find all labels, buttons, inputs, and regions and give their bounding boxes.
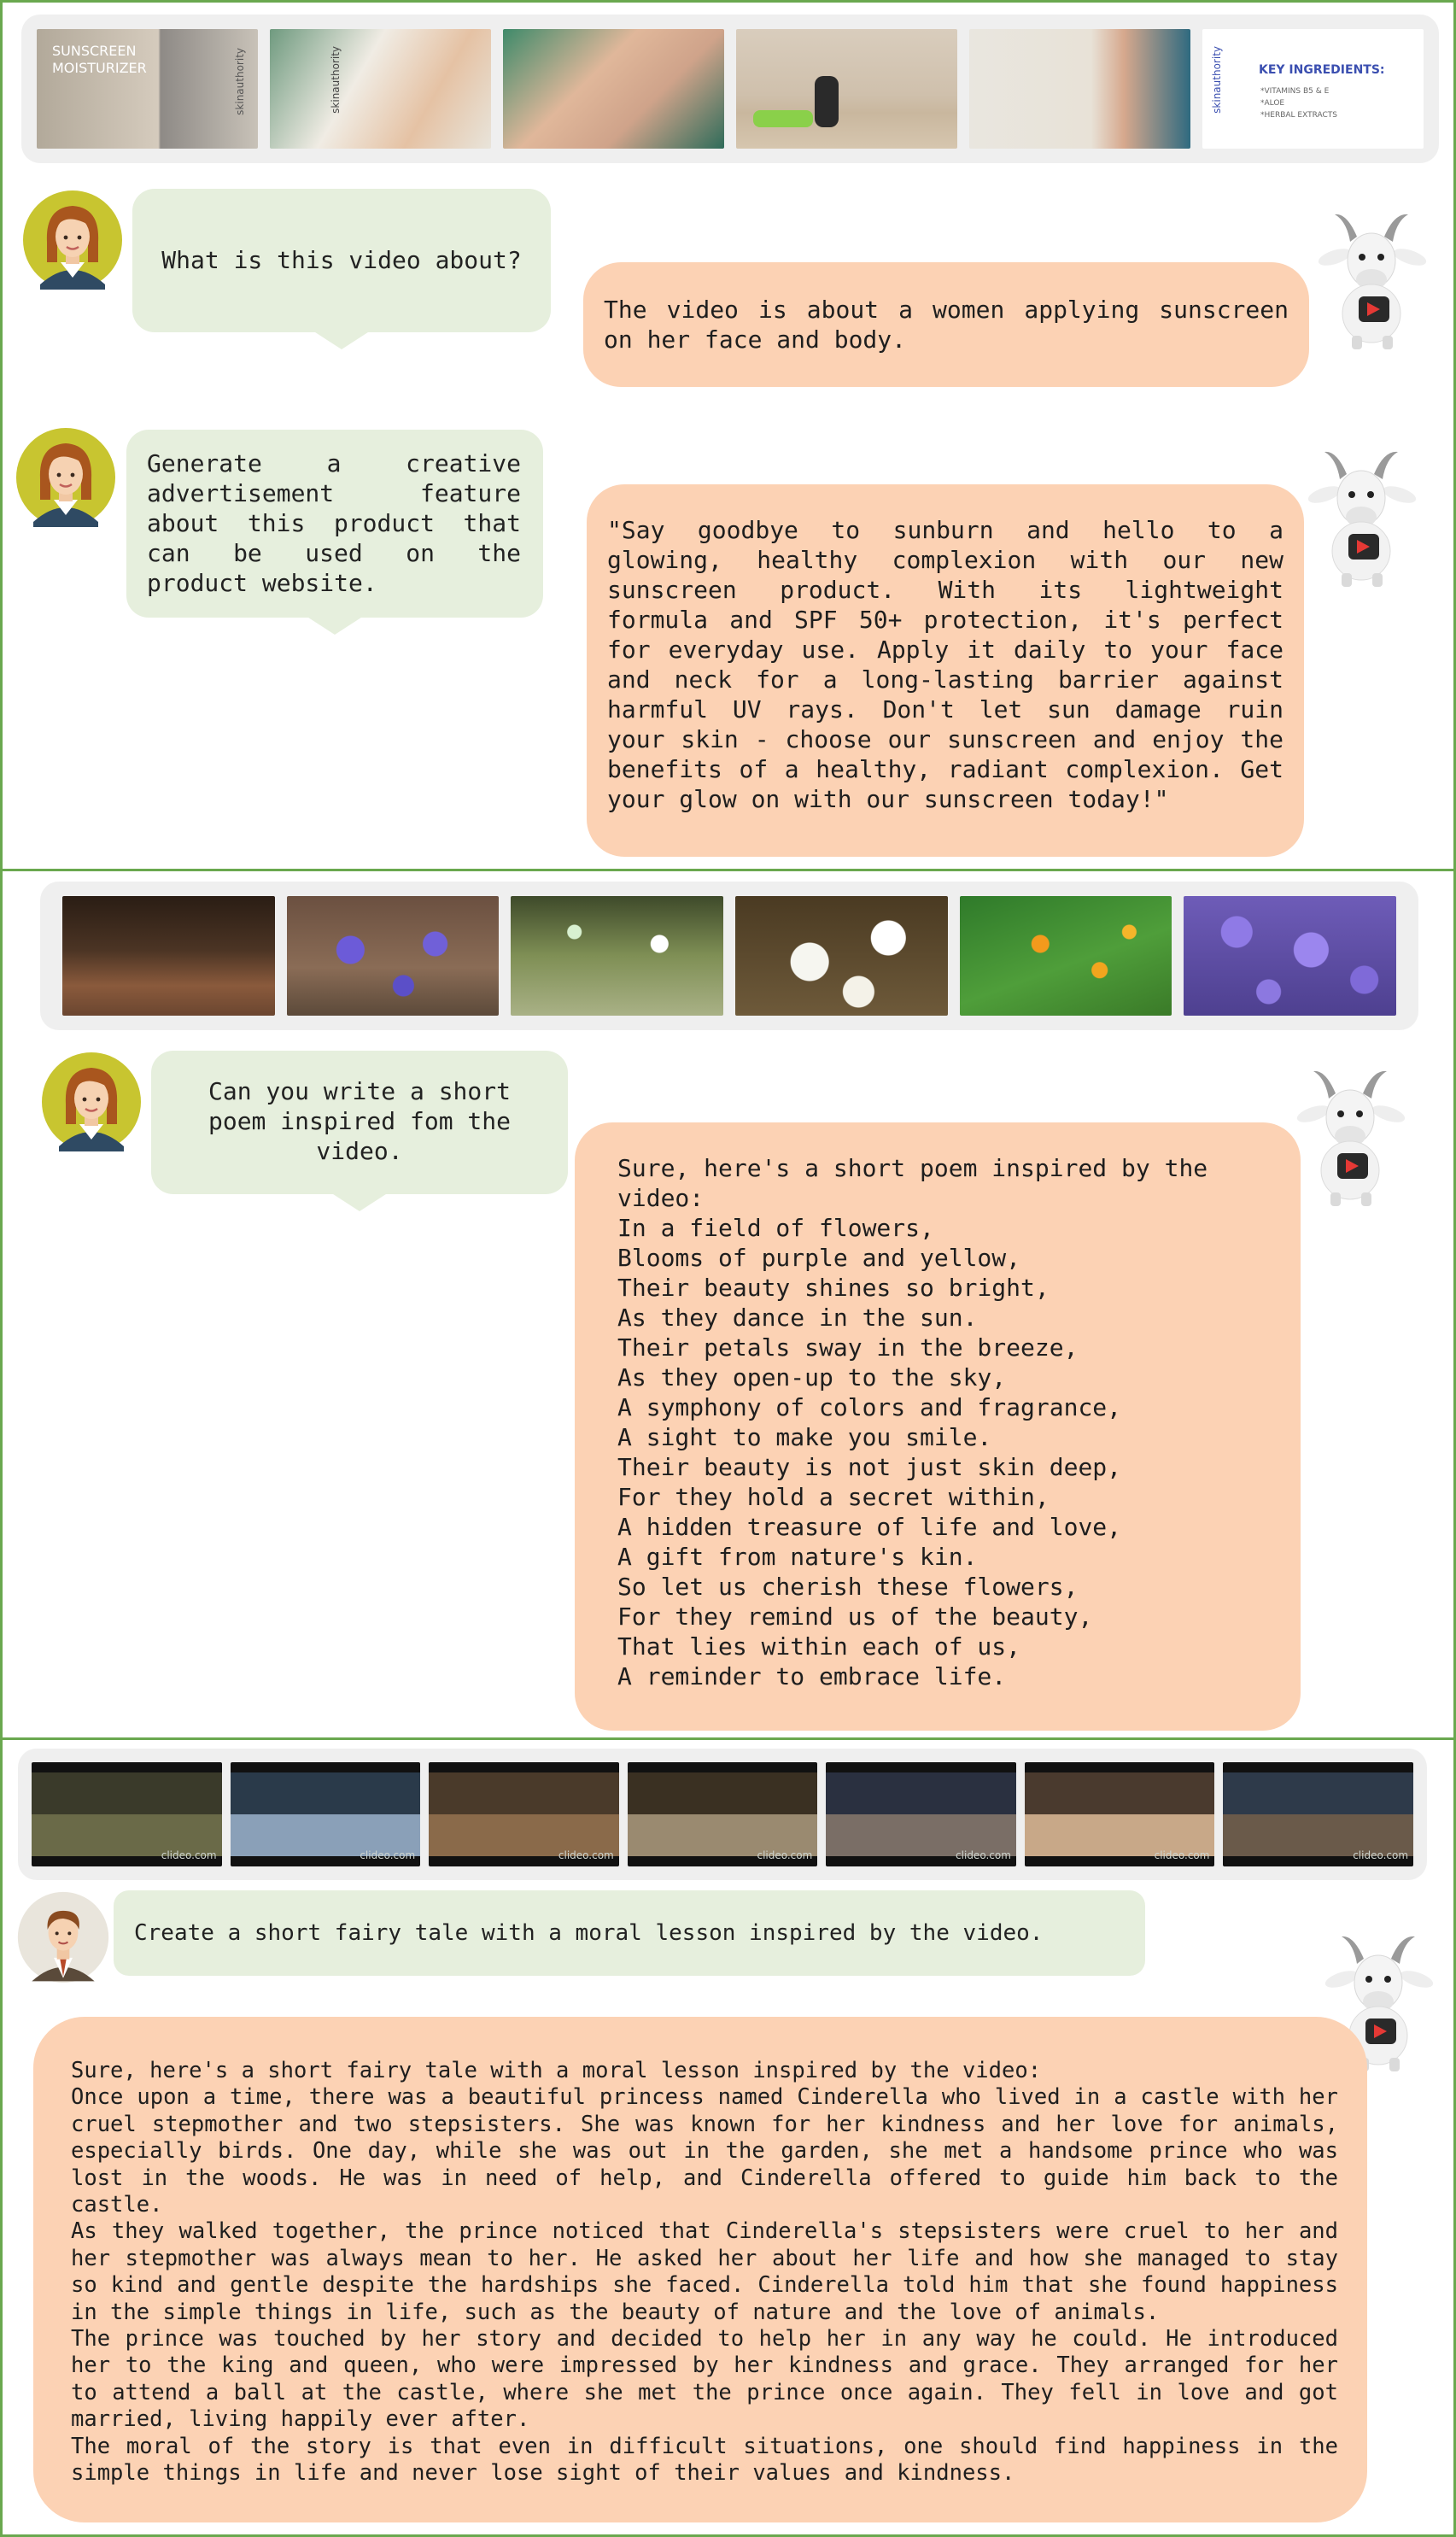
video-frame: clideo.com [429,1762,619,1866]
conversation-fairy-tale [0,1737,1456,2537]
video-frame [960,896,1172,1016]
goat-mascot-icon [1299,445,1427,590]
assistant-message: Sure, here's a short poem inspired by the video: In a field of flowers, Blooms of purple and yellow, Their beauty shines so bright, As they dance in the sun. Their petals sway in the breeze, As they open-up to the sky, A symphony of colors and fragrance, A sight to make you smile. Their beauty is not just skin deep, For they hold a secret within, A hidden treasure of life and love, A gift from nature's kin. So let us cherish these flowers, For they remind us of the beauty, That lies within each of us, A reminder to embrace life. [575,1122,1301,1731]
video-frame-strip [40,882,1418,1030]
woman-avatar-icon [15,426,117,529]
video-frame-strip [21,15,1439,163]
video-frame-strip [18,1749,1427,1880]
video-frame [1184,896,1396,1016]
video-frame: skinauthority KEY INGREDIENTS: *VITAMINS B5 & E *ALOE *HERBAL EXTRACTS [1202,29,1424,149]
video-frame [287,896,500,1016]
conversation-flowers [0,869,1456,1740]
goat-mascot-icon [1309,208,1437,353]
assistant-message: "Say goodbye to sunburn and hello to a glowing, healthy complexion with our new sunscreen product. With its lightweight formula and SPF 50+ protection, it's perfect for everyday use. Apply it daily to your face and neck for a long-lasting barrier against harmful UV rays. Don't let sun damage ruin your skin - choose our sunscreen and enjoy the benefits of a healthy, radiant complexion. Get your glow on with our sunscreen today!" [587,484,1304,857]
user-message: Create a short fairy tale with a moral lesson inspired by the video. [114,1890,1145,1976]
video-frame [62,896,275,1016]
woman-avatar-icon [40,1051,143,1153]
video-frame [503,29,724,149]
video-frame [736,29,957,149]
user-message: What is this video about? [132,189,551,332]
assistant-message: The video is about a women applying sunscreen on her face and body. [583,262,1309,387]
video-frame [969,29,1190,149]
user-message: Generate a creative advertisement feature about this product that can be used on the product website. [126,430,543,618]
video-frame: clideo.com [1223,1762,1413,1866]
assistant-message: Sure, here's a short fairy tale with a moral lesson inspired by the video: Once upon a time, there was a beautiful princess named Cinderella who lived in a castle with her cruel stepmother and two stepsisters. She was known for her kindness and her love for animals, especially birds. One day, while she was out in the garden, she met a handsome prince who was lost in the woods. He was in need of help, and Cinderella offered to guide him back to the castle. As they walked together, the prince noticed that Cinderella's stepsisters were cruel to her and her stepmother was always mean to her. He asked her about her life and how she managed to stay so kind and gentle despite the hardships she faced. Cinderella told him that she found happiness in the simple things in life, such as the beauty of nature and the love of animals. The prince was touched by her story and decided to help her in any way he could. He introduced her to the king and queen, who were impressed by her kindness and grace. They arranged for her to attend a ball at the castle, where she met the prince once again. They fell in love and got married, living happily ever after. The moral of the story is that even in difficult situations, one should find happiness in the simple things in life and never lose sight of their values and kindness. [33,2017,1367,2522]
video-frame: clideo.com [826,1762,1016,1866]
video-frame: clideo.com [628,1762,818,1866]
video-frame: clideo.com [32,1762,222,1866]
video-frame: SUNSCREEN MOISTURIZER skinauthority [37,29,258,149]
video-frame: skinauthority [270,29,491,149]
user-message: Can you write a short poem inspired fom the video. [151,1051,568,1194]
goat-mascot-icon [1288,1064,1416,1210]
woman-avatar-icon [21,189,124,291]
video-frame [511,896,723,1016]
conversation-sunscreen [0,0,1456,871]
video-frame: clideo.com [1025,1762,1215,1866]
video-frame [735,896,948,1016]
man-avatar-icon [16,1890,110,1984]
video-frame: clideo.com [231,1762,421,1866]
